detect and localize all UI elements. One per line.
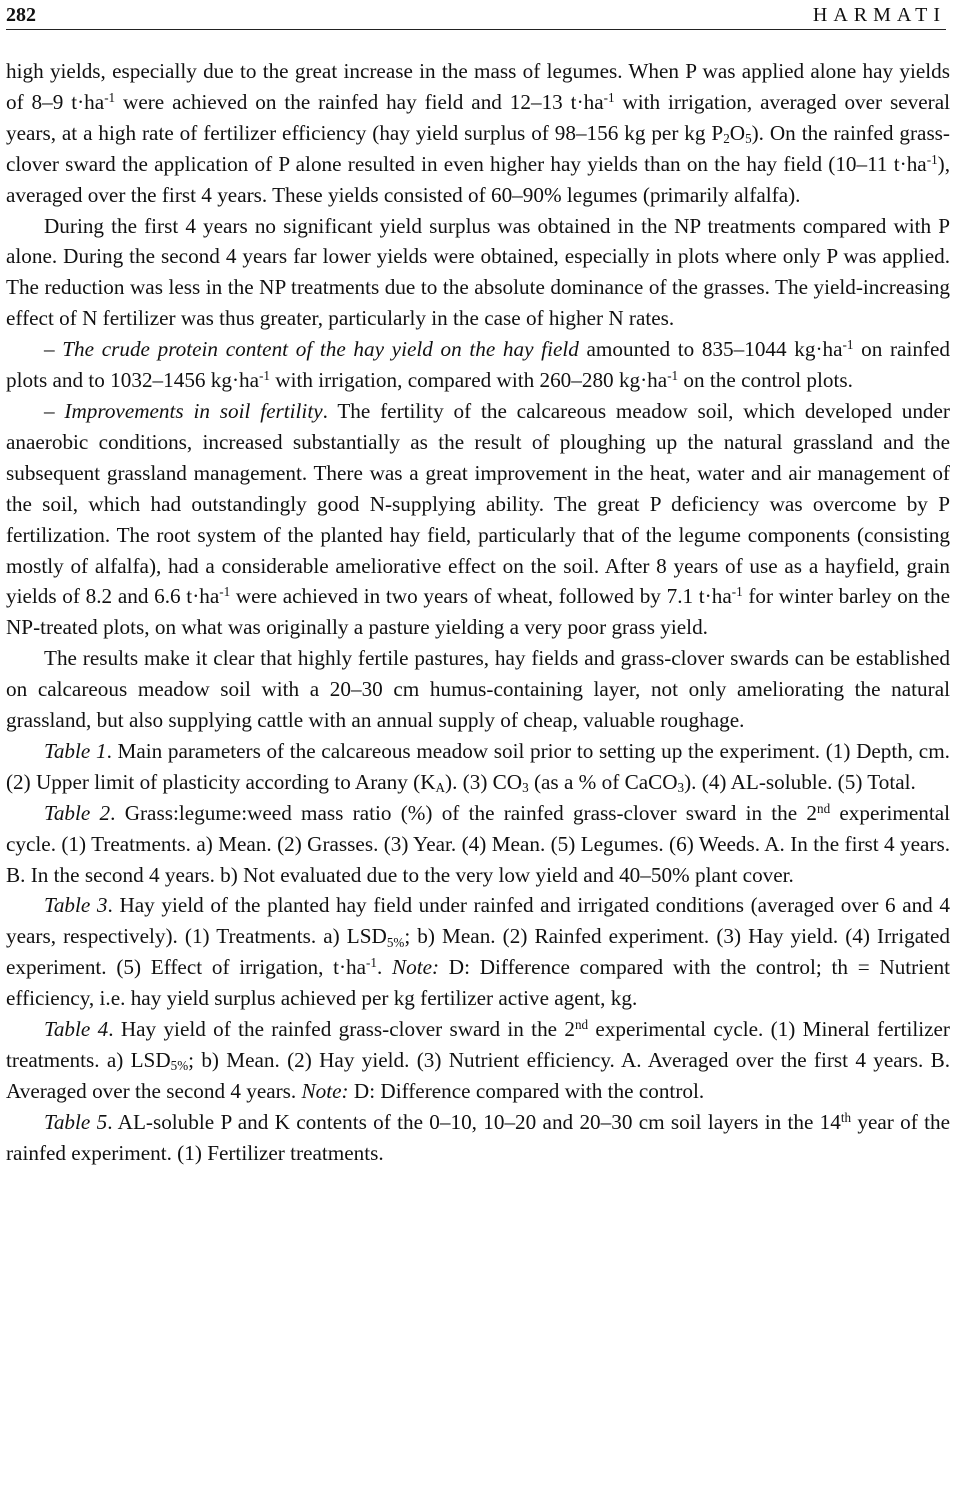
superscript: -1	[926, 151, 938, 167]
text-run: The results make it clear that highly fertile pastures, hay fields and grass-clover swards can be established on calcareous meadow soil with a 20–30 cm humus-containing layer, not only ameliorating the natural grassland, but also supplying cattle with an annual supply of cheap, valuable roughage.	[6, 646, 950, 733]
subscript: 3	[522, 780, 529, 796]
subscript: 5%	[170, 1058, 189, 1074]
superscript: -1	[366, 955, 377, 971]
text-run: experimental cycle. (1) Mineral fertilizer treatments. a) LSD	[6, 1017, 950, 1072]
text-run: high yields, especially due to the great increase in the mass of legumes. When P was applied alone hay yields of 8–9 t·ha	[6, 59, 950, 114]
superscript: -1	[104, 89, 116, 105]
text-run: .	[376, 955, 392, 980]
text-run: (as a % of CaCO	[528, 769, 678, 794]
superscript: nd	[817, 800, 831, 816]
table-caption	[6, 1107, 950, 1169]
text-run: O	[729, 120, 746, 145]
superscript: -1	[667, 367, 679, 383]
italic-text: Table 2	[44, 800, 111, 825]
paragraph	[6, 643, 950, 736]
table-caption	[6, 736, 950, 798]
text-run: D: Difference compared with the control.	[348, 1078, 705, 1103]
superscript: -1	[259, 367, 270, 383]
text-run: were achieved on the rainfed hay field and 12–13 t·ha	[115, 89, 604, 114]
table-caption	[6, 890, 950, 1014]
text-run: with irrigation, compared with 260–280 kg·ha	[270, 368, 668, 393]
italic-text: Table 4	[44, 1017, 109, 1042]
text-run: on rainfed plots and to 1032–1456 kg·ha	[6, 337, 950, 393]
paragraph	[6, 396, 950, 643]
text-run: with irrigation, averaged over several years, at a high rate of fertilizer efficiency (hay yield surplus of 98–156 kg per kg P	[6, 89, 950, 145]
superscript: -1	[731, 584, 743, 600]
superscript: nd	[574, 1016, 589, 1032]
paragraph	[6, 334, 950, 396]
text-run: . Grass:legume:weed mass ratio (%) of the rainfed grass-clover sward in the 2	[110, 800, 818, 825]
superscript: th	[840, 1109, 852, 1125]
superscript: -1	[219, 584, 231, 600]
italic-text: – The crude protein content of the hay yield on the hay field	[44, 337, 579, 362]
table-caption	[6, 1014, 950, 1107]
italic-text: Table 5	[44, 1109, 108, 1134]
subscript: 5%	[386, 934, 405, 950]
text-run: . The fertility of the calcareous meadow soil, which developed under anaerobic conditions, increased substantially as the result of ploughing up the natural grassland and the subsequent grassland management. There was a great improvement in the heat, water and air management of the soil, which had outstandingly good N-supplying ability. The great P deficiency was overcome by P fertilization. The root system of the planted hay field, particularly that of the legume components (consisting mostly of alfalfa), had a considerable ameliorative effect on the soil. After 8 years of use as a hayfield, grain yields of 8.2 and 6.6 t·ha	[6, 398, 950, 609]
italic-text: Table 1	[44, 738, 107, 763]
text-run: ). (3) CO	[445, 769, 523, 794]
paragraph	[6, 211, 950, 335]
superscript: -1	[842, 336, 854, 352]
text-run: . Hay yield of the rainfed grass-clover sward in the 2	[108, 1017, 575, 1042]
text-run: ). On the rainfed grass-clover sward the application of P alone resulted in even higher hay yields than on the hay field (10–11 t·ha	[6, 120, 950, 176]
superscript: -1	[603, 89, 615, 105]
text-run: ; b) Mean. (2) Hay yield. (3) Nutrient efficiency. A. Averaged over the first 4 years. B. Averaged over the second 4 years.	[6, 1048, 950, 1103]
italic-text: – Improvements in soil fertility	[44, 398, 323, 423]
subscript: 2	[723, 131, 730, 147]
text-run: ; b) Mean. (2) Rainfed experiment. (3) Hay yield. (4) Irrigated experiment. (5) Effect of irrigation, t·ha	[6, 924, 950, 980]
text-run: ), averaged over the first 4 years. These yields consisted of 60–90% legumes (primarily alfalfa).	[6, 151, 950, 207]
text-run: During the first 4 years no significant yield surplus was obtained in the NP treatments compared with P alone. During the second 4 years far lower yields were obtained, especially in plots where only P was applied. The reduction was less in the NP treatments due to the absolute dominance of the grasses. The yield-increasing effect of N fertilizer was thus greater, particularly in the case of higher N rates.	[6, 213, 950, 331]
text-run: experimental cycle. (1) Treatments. a) Mean. (2) Grasses. (3) Year. (4) Mean. (5) Legumes. (6) Weeds. A. In the first 4 years. B. In the second 4 years. b) Not evaluated due to the very low yield and 40–50% plant cover.	[6, 800, 950, 887]
italic-text: Note:	[392, 955, 440, 980]
subscript: 3	[677, 780, 685, 796]
text-run: . Main parameters of the calcareous meadow soil prior to setting up the experiment. (1) Depth, cm. (2) Upper limit of plasticity according to Arany (K	[6, 738, 950, 794]
text-run: on the control plots.	[678, 368, 853, 393]
paragraph	[6, 56, 950, 211]
subscript: 5	[745, 131, 752, 147]
text-run: D: Difference compared with the control; th = Nutrient efficiency, i.e. hay yield surplus achieved per kg fertilizer active agent, kg.	[6, 955, 951, 1011]
page-header	[6, 2, 946, 30]
table-caption	[6, 798, 950, 891]
text-run: for winter barley on the NP-treated plots, on what was originally a pasture yielding a very poor grass yield.	[6, 584, 950, 640]
text-run: . AL-soluble P and K contents of the 0–10, 10–20 and 20–30 cm soil layers in the 14	[107, 1109, 841, 1134]
text-run: ). (4) AL-soluble. (5) Total.	[684, 769, 916, 794]
text-run: amounted to 835–1044 kg·ha	[578, 337, 843, 362]
italic-text: Note:	[301, 1078, 349, 1103]
subscript: A	[435, 780, 446, 796]
text-run: were achieved in two years of wheat, followed by 7.1 t·ha	[230, 584, 732, 609]
text-run: . Hay yield of the planted hay field under rainfed and irrigated conditions (averaged over 6 and 4 years, respectively). (1) Treatments. a) LSD	[6, 893, 950, 949]
text-run: year of the rainfed experiment. (1) Fertilizer treatments.	[6, 1109, 950, 1165]
running-head: HARMATI	[812, 4, 946, 26]
page-number: 282	[6, 4, 36, 26]
body-text	[6, 56, 950, 1169]
italic-text: Table 3	[44, 893, 108, 918]
